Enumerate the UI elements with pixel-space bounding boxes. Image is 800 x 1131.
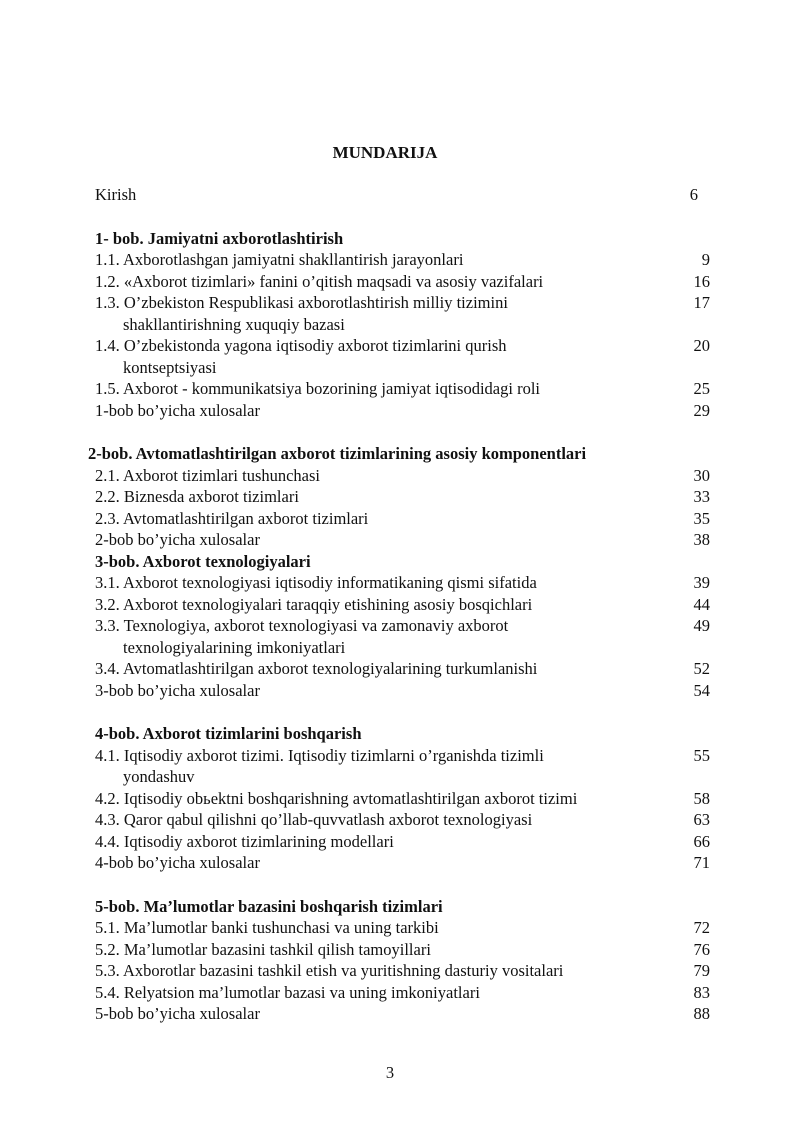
toc-entry-continuation: texnologiyalarining imkoniyatlari xyxy=(123,637,346,657)
toc-entry-text: 2.1. Axborot tizimlari tushunchasi xyxy=(95,465,321,485)
chapter-heading: 2-bob. Avtomatlashtirilgan axborot tizimlarining asosiy komponentlari xyxy=(88,444,587,463)
toc-entry-text: 5.3. Axborotlar bazasini tashkil etish va yuritishning dasturiy vositalari xyxy=(95,961,564,980)
toc-entry-page: 71 xyxy=(693,853,710,872)
toc-entry xyxy=(95,809,710,831)
toc-entry-page: 76 xyxy=(693,939,710,959)
toc-entry xyxy=(95,486,710,508)
toc-entry xyxy=(95,917,710,939)
page-title: MUNDARIJA xyxy=(332,143,438,162)
toc-entry xyxy=(95,249,710,271)
toc-entry-continuation: kontseptsiyasi xyxy=(123,357,217,377)
toc-entry-text: 2.2. Biznesda axborot tizimlari xyxy=(95,487,299,506)
toc-entry-continuation: shakllantirishning xuquqiy bazasi xyxy=(123,314,345,334)
toc-entry xyxy=(95,378,710,400)
toc-entry xyxy=(95,465,710,487)
toc-entry-page: 25 xyxy=(693,379,710,398)
toc-entry-page: 9 xyxy=(701,250,710,269)
toc-entry-text: 1.5. Axborot - kommunikatsiya bozorining jamiyat iqtisodidagi roli xyxy=(95,379,540,398)
toc-entry-page: 72 xyxy=(693,918,710,937)
toc-entry xyxy=(95,960,710,982)
toc-entry xyxy=(95,594,710,616)
toc-entry-page: 17 xyxy=(693,293,710,312)
toc-entry-page: 88 xyxy=(693,1004,710,1023)
toc-entry-text: 4.2. Iqtisodiy obьektni boshqarishning avtomatlashtirilgan axborot tizimi xyxy=(95,788,578,808)
toc-entry-page: 29 xyxy=(693,400,710,420)
toc-entry-page: 38 xyxy=(693,530,710,549)
toc-entry xyxy=(95,271,710,293)
toc-entry-text: 3.3. Texnologiya, axborot texnologiyasi va zamonaviy axborot xyxy=(95,616,509,635)
toc-entry xyxy=(95,572,710,594)
toc-entry-text: 4-bob bo’yicha xulosalar xyxy=(95,853,260,872)
toc-entry xyxy=(95,1003,710,1025)
toc-entry xyxy=(95,400,710,422)
toc-entry-page: 44 xyxy=(693,594,710,614)
toc-entry xyxy=(95,745,710,788)
page-number: 3 xyxy=(385,1063,395,1082)
toc-entry-page: 6 xyxy=(689,185,698,204)
toc-entry-continuation: yondashuv xyxy=(123,767,195,786)
toc-entry-intro xyxy=(95,184,710,206)
toc-entry-text: 3.1. Axborot texnologiyasi iqtisodiy informatikaning qismi sifatida xyxy=(95,573,537,592)
toc-entry xyxy=(95,529,710,551)
toc-entry-text: 2.3. Avtomatlashtirilgan axborot tizimlari xyxy=(95,508,369,528)
toc-entry-page: 66 xyxy=(693,831,710,851)
toc-entry-text: 4.4. Iqtisodiy axborot tizimlarining modellari xyxy=(95,831,394,851)
toc-entry-text: 5.1. Ma’lumotlar banki tushunchasi va uning tarkibi xyxy=(95,918,439,937)
table-of-contents xyxy=(88,184,710,1025)
toc-entry-page: 30 xyxy=(693,465,710,485)
toc-entry-page: 63 xyxy=(693,810,710,829)
toc-entry-page: 39 xyxy=(693,573,710,592)
toc-entry-text: 5.2. Ma’lumotlar bazasini tashkil qilish tamoyillari xyxy=(95,939,431,959)
toc-entry xyxy=(95,680,710,702)
toc-entry-text: 2-bob bo’yicha xulosalar xyxy=(95,530,260,549)
toc-entry-text: 1.1. Axborotlashgan jamiyatni shakllantirish jarayonlari xyxy=(95,250,464,269)
toc-entry-text: 3.2. Axborot texnologiyalari taraqqiy etishining asosiy bosqichlari xyxy=(95,594,533,614)
toc-entry xyxy=(95,508,710,530)
toc-entry-text: 5-bob bo’yicha xulosalar xyxy=(95,1004,260,1023)
toc-entry-text: 3.4. Avtomatlashtirilgan axborot texnologiyalarining turkumlanishi xyxy=(95,659,538,678)
toc-entry-text: 4.3. Qaror qabul qilishni qo’llab-quvvatlash axborot texnologiyasi xyxy=(95,810,533,829)
toc-entry-page: 33 xyxy=(693,487,710,506)
toc-entry-page: 79 xyxy=(693,961,710,980)
toc-entry-text: Kirish xyxy=(95,185,137,204)
toc-entry-page: 52 xyxy=(693,659,710,678)
toc-entry-text: 1.3. O’zbekiston Respublikasi axborotlashtirish milliy tizimini xyxy=(95,293,508,312)
chapter-heading: 3-bob. Axborot texnologiyalari xyxy=(95,551,311,571)
toc-entry xyxy=(95,788,710,810)
toc-entry-text: 1-bob bo’yicha xulosalar xyxy=(95,400,260,420)
chapter-heading: 4-bob. Axborot tizimlarini boshqarish xyxy=(95,724,362,743)
toc-entry xyxy=(95,939,710,961)
toc-entry xyxy=(95,831,710,853)
toc-entry xyxy=(95,615,710,658)
chapter-heading: 1- bob. Jamiyatni axborotlashtirish xyxy=(95,228,344,248)
toc-entry xyxy=(95,658,710,680)
toc-entry-page: 55 xyxy=(693,745,710,765)
chapter-heading: 5-bob. Ma’lumotlar bazasini boshqarish tizimlari xyxy=(95,896,443,916)
toc-entry-page: 49 xyxy=(693,616,710,635)
toc-entry xyxy=(95,335,710,378)
toc-entry-page: 83 xyxy=(693,982,710,1002)
toc-entry-page: 20 xyxy=(693,336,710,355)
toc-entry-text: 1.2. «Axborot tizimlari» fanini o’qitish maqsadi va asosiy vazifalari xyxy=(95,271,544,291)
toc-entry xyxy=(95,982,710,1004)
toc-entry-text: 3-bob bo’yicha xulosalar xyxy=(95,680,260,700)
toc-entry-page: 16 xyxy=(693,271,710,291)
toc-entry xyxy=(95,852,710,874)
toc-entry-page: 58 xyxy=(693,788,710,808)
toc-entry-text: 1.4. O’zbekistonda yagona iqtisodiy axborot tizimlarini qurish xyxy=(95,336,507,355)
toc-entry xyxy=(95,292,710,335)
toc-entry-page: 54 xyxy=(693,680,710,700)
toc-entry-text: 5.4. Relyatsion ma’lumotlar bazasi va uning imkoniyatlari xyxy=(95,982,480,1002)
toc-entry-page: 35 xyxy=(693,508,710,528)
toc-entry-text: 4.1. Iqtisodiy axborot tizimi. Iqtisodiy tizimlarni o’rganishda tizimli xyxy=(95,745,544,765)
